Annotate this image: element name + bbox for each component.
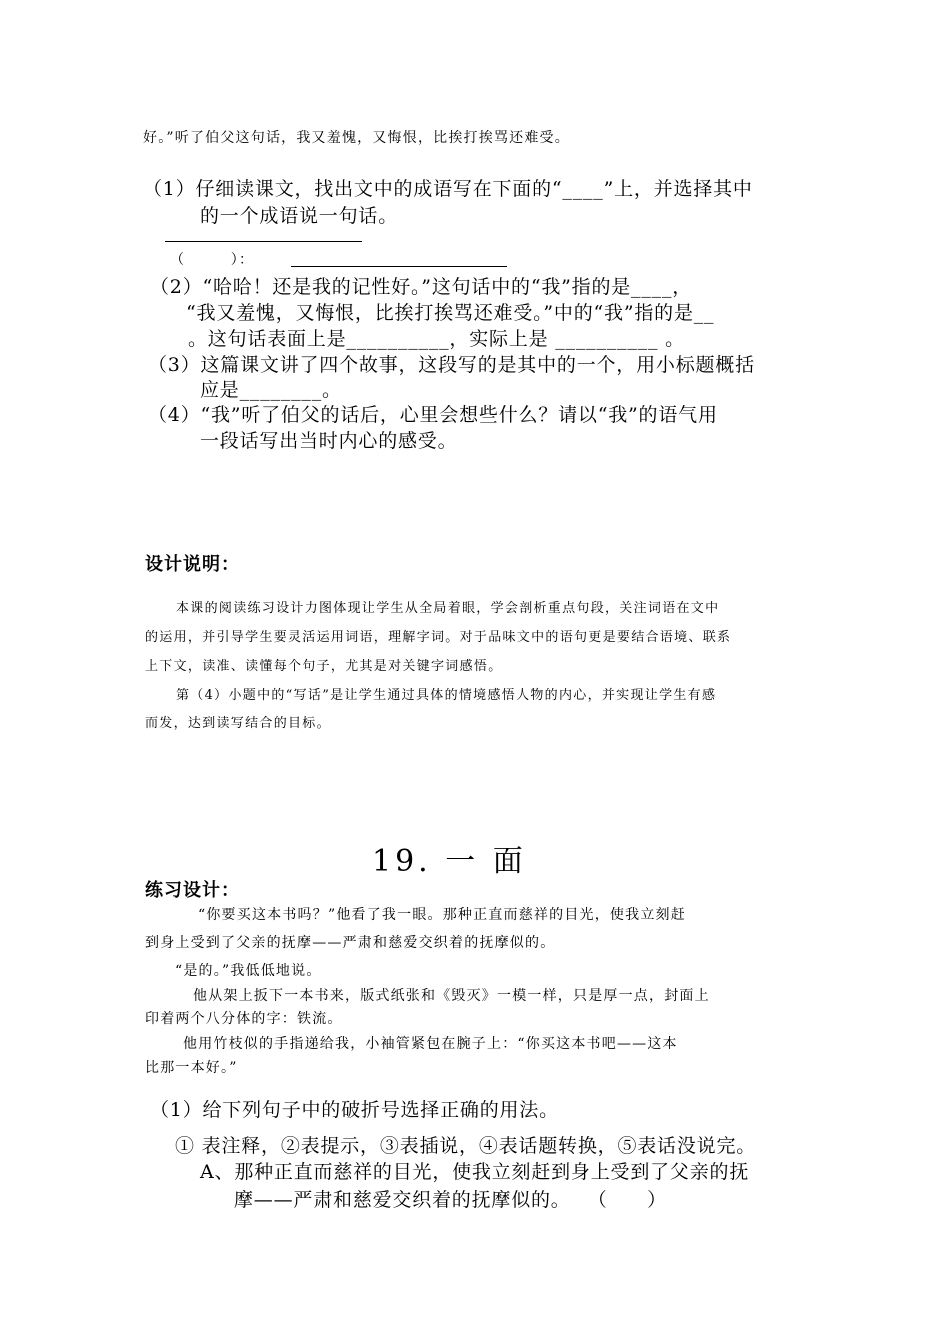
design-note-p1-line-2: 的运用，并引导学生要灵活运用词语，理解字词。对于品味文中的语句更是要结合语境、联系 (145, 630, 732, 645)
passage-p2: “是的。”我低低地说。 (175, 963, 322, 979)
passage-p3-line-1: 他从架上扳下一本书来，版式纸张和《毁灭》一模一样，只是厚一点，封面上 (193, 988, 710, 1004)
passage-p1-line-1: “你要买这本书吗？”他看了我一眼。那种正直而慈祥的目光，使我立刻赶 (198, 907, 686, 923)
passage-p4-line-1: 他用竹枝似的手指递给我，小袖管紧包在腕子上：“你买这本书吧——这本 (183, 1036, 678, 1052)
design-note-p1-line-3: 上下文，读准、读懂每个句子，尤其是对关键字词感悟。 (145, 659, 503, 674)
dash-usage-options: ① 表注释，②表提示，③表插说，④表话题转换，⑤表话没说完。 (175, 1135, 757, 1157)
question-2-line-2: “我又羞愧，又悔恨，比挨打挨骂还难受。”中的“我”指的是__ (186, 302, 715, 324)
question-3-line-1: （3）这篇课文讲了四个故事，这段写的是其中的一个，用小标题概括 (148, 354, 755, 376)
passage-p3-line-2: 印着两个八分体的字：铁流。 (145, 1011, 343, 1027)
question-2-line-3: 。这句话表面上是__________，实际上是 __________ 。 (188, 328, 685, 350)
sentence-blank-line[interactable] (291, 266, 507, 267)
design-note-p1-line-1: 本课的阅读练习设计力图体现让学生从全局着眼，学会剖析重点句段，关注词语在文中 (176, 601, 720, 616)
lesson-question-1: （1）给下列句子中的破折号选择正确的用法。 (150, 1099, 559, 1121)
design-note-p2-line-2: 而发，达到读写结合的目标。 (145, 716, 331, 731)
answer-paren: （ ）： (170, 252, 255, 268)
item-a-line-1: A、那种正直而慈祥的目光，使我立刻赶到身上受到了父亲的抚 (200, 1161, 750, 1183)
question-2-line-1: （2）“哈哈！还是我的记性好。”这句话中的“我”指的是____， (150, 276, 693, 298)
question-3-line-2: 应是________。 (200, 379, 342, 401)
design-note-p2-line-1: 第（4）小题中的“写话”是让学生通过具体的情境感悟人物的内心，并实现让学生有感 (176, 688, 717, 703)
item-a-line-2: 摩——严肃和慈爱交织着的抚摩似的。 （ ） (234, 1189, 667, 1211)
passage-tail: 好。”听了伯父这句话，我又羞愧，又悔恨，比挨打挨骂还难受。 (143, 130, 570, 146)
passage-p1-line-2: 到身上受到了父亲的抚摩——严肃和慈爱交织着的抚摩似的。 (145, 935, 556, 951)
design-note-heading: 设计说明： (145, 554, 240, 575)
lesson-title: 19. 一 面 (372, 844, 527, 879)
question-4-line-2: 一段话写出当时内心的感受。 (200, 430, 458, 452)
passage-p4-line-2: 比那一本好。” (145, 1060, 238, 1076)
question-1-line-2: 的一个成语说一句话。 (200, 205, 399, 227)
answer-blank-line[interactable] (165, 241, 362, 242)
question-4-line-1: （4）“我”听了伯父的话后，心里会想些什么？请以“我”的语气用 (148, 404, 718, 426)
question-1-line-1: （1）仔细读课文，找出文中的成语写在下面的“____”上，并选择其中 (143, 178, 753, 200)
exercise-heading: 练习设计： (145, 880, 240, 901)
